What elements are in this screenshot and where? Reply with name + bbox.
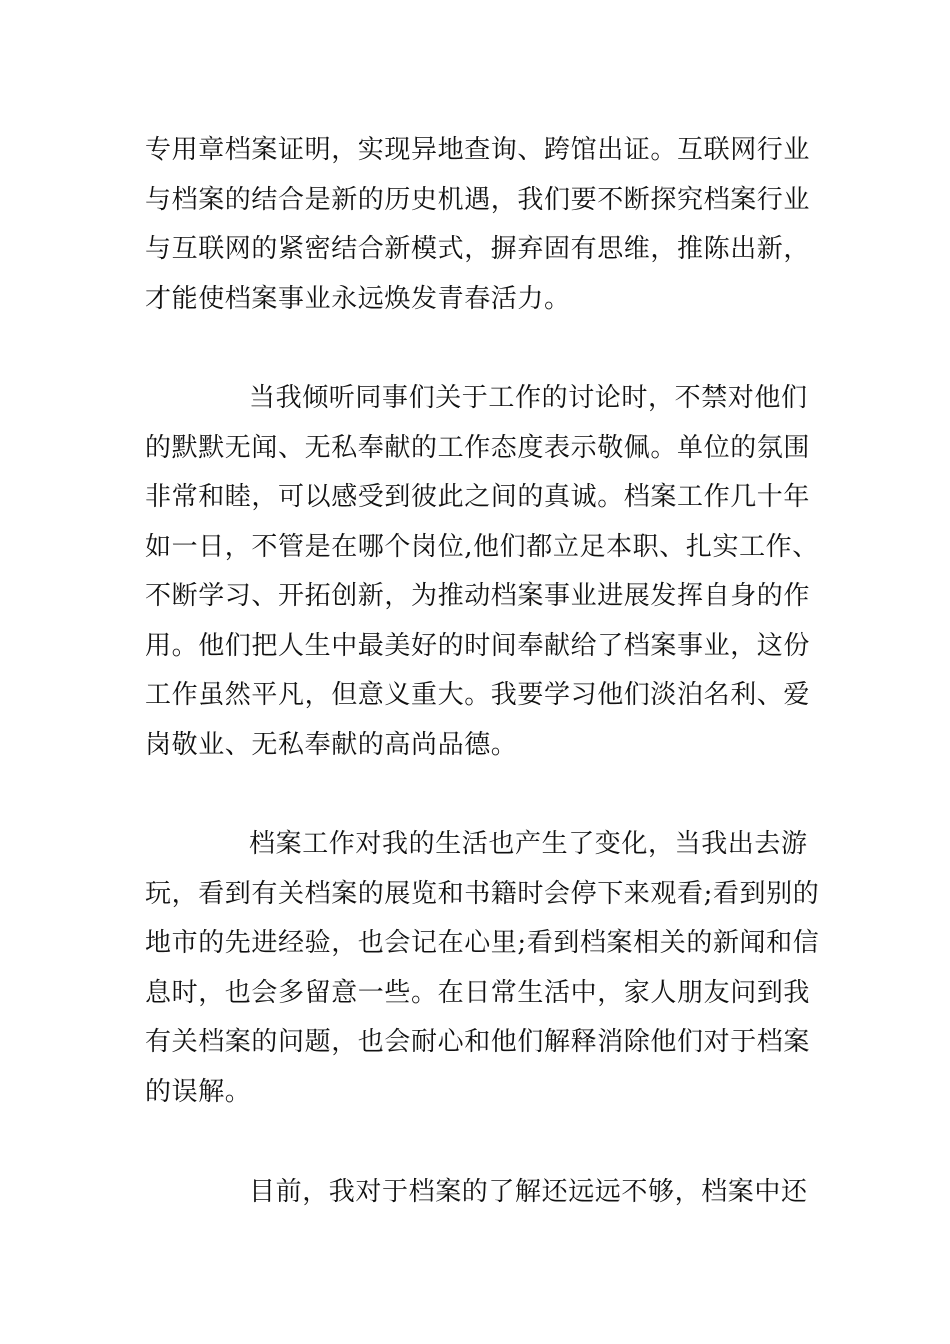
paragraph-line: 岗敬业、无私奉献的高尚品德。 [145, 729, 518, 760]
paragraph-4 [145, 1168, 807, 1218]
paragraph-first-line: 档案工作对我的生活也产生了变化，当我出去游 [249, 829, 808, 859]
paragraph-first-line: 目前，我对于档案的了解还远远不够，档案中还 [249, 1177, 808, 1207]
paragraph-line: 有关档案的问题，也会耐心和他们解释消除他们对于档案 [145, 1027, 811, 1057]
paragraph-line: 与互联网的紧密结合新模式，摒弃固有思维，推陈出新， [145, 234, 811, 264]
paragraph-2 [145, 374, 819, 770]
paragraph-line: 的误解。 [145, 1076, 252, 1107]
paragraph-line: 用。他们把人生中最美好的时间奉献给了档案事业，这份 [145, 630, 811, 661]
paragraph-line: 才能使档案事业永远焕发青春活力。 [145, 283, 571, 314]
paragraph-line: 工作虽然平凡，但意义重大。我要学习他们淡泊名利、爱 [145, 680, 811, 710]
paragraph-line: 与档案的结合是新的历史机遇，我们要不断探究档案行业 [145, 184, 811, 215]
paragraph-first-line: 当我倾听同事们关于工作的讨论时，不禁对他们 [249, 383, 808, 413]
paragraph-line: 专用章档案证明，实现异地查询、跨馆出证。互联网行业 [145, 135, 811, 165]
paragraph-line: 如一日，不管是在哪个岗位,他们都立足本职、扎实工作、 [145, 531, 819, 562]
paragraph-line: 不断学习、开拓创新，为推动档案事业进展发挥自身的作 [145, 581, 811, 611]
paragraph-line: 非常和睦，可以感受到彼此之间的真诚。档案工作几十年 [145, 482, 811, 512]
paragraph-line: 玩，看到有关档案的展览和书籍时会停下来观看;看到别的 [145, 878, 820, 909]
paragraph-line: 的默默无闻、无私奉献的工作态度表示敬佩。单位的氛围 [145, 432, 811, 463]
paragraph-1 [145, 126, 811, 324]
paragraph-line: 地市的先进经验，也会记在心里;看到档案相关的新闻和信 [145, 928, 820, 958]
paragraph-3 [145, 820, 820, 1117]
paragraph-line: 息时，也会多留意一些。在日常生活中，家人朋友问到我 [145, 977, 811, 1008]
